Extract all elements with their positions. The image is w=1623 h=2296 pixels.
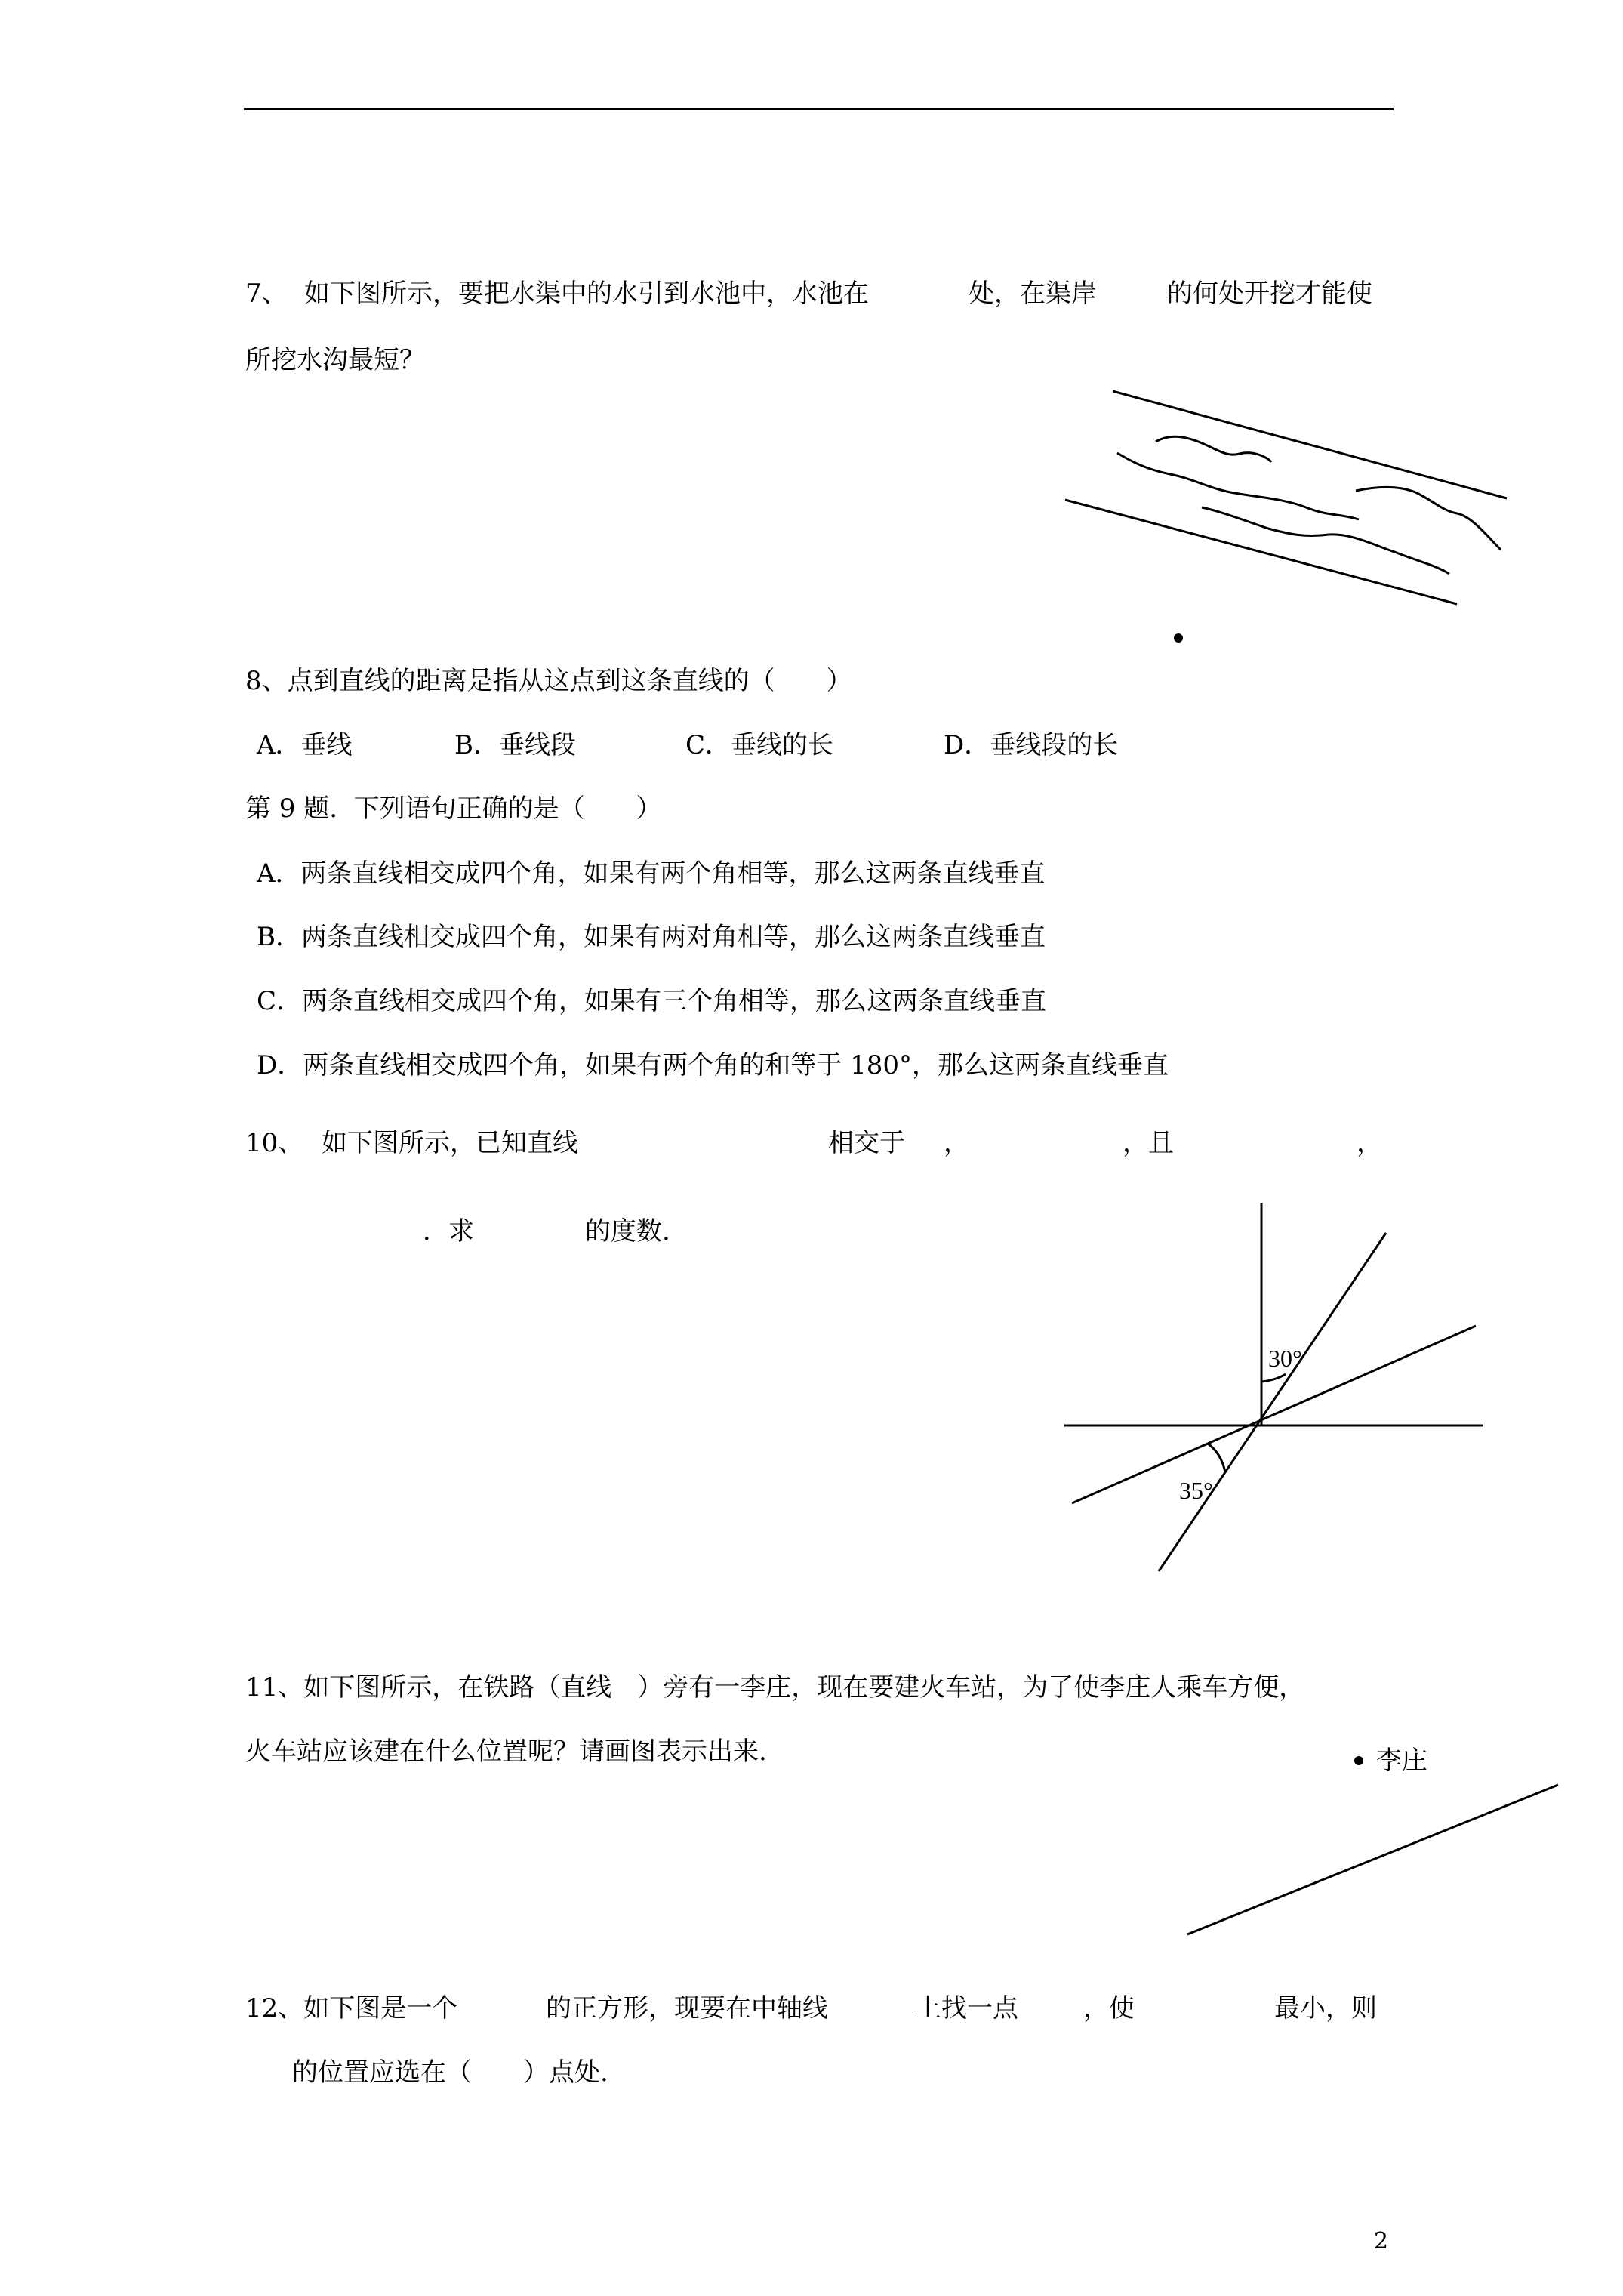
q8-stem: 8、点到直线的距离是指从这点到这条直线的（ ） [245, 666, 852, 696]
q9-stem: 第 9 题. 下列语句正确的是（ ） [245, 794, 662, 824]
q7-text-b: 处，在渠岸 [969, 279, 1097, 309]
q10-text-d: ，且 [1123, 1128, 1174, 1158]
q12-line2: 的位置应选在（ ）点处. [292, 2057, 608, 2088]
page-number: 2 [1374, 2228, 1389, 2254]
village-point [1354, 1756, 1363, 1765]
q8-option-c: C．垂线的长 [685, 730, 834, 760]
q10-number: 10、 [245, 1128, 304, 1158]
q12-text-e: 最小，则 [1274, 1993, 1377, 2023]
q8-option-b: B．垂线段 [454, 730, 576, 760]
q7-text-line2: 所挖水沟最短？ [245, 345, 425, 375]
q10-text-c: ， [944, 1128, 969, 1158]
q9-option-d: D．两条直线相交成四个角，如果有两个角的和等于 180°，那么这两条直线垂直 [257, 1050, 1169, 1080]
q7-text-c: 的何处开挖才能使 [1167, 279, 1372, 309]
angle-label-bottom: 35° [1179, 1477, 1213, 1504]
railway-line [1187, 1785, 1558, 1934]
q8-option-d: D．垂线段的长 [944, 730, 1119, 760]
q9-option-b: B．两条直线相交成四个角，如果有两对角相等，那么这两条直线垂直 [257, 922, 1046, 952]
q12-text-d: ，使 [1083, 1993, 1135, 2023]
q10-text-line2a: ．求 [423, 1216, 474, 1247]
q10-text-e: ， [1357, 1128, 1382, 1158]
q8-option-a: A．垂线 [257, 730, 353, 760]
q11-line2: 火车站应该建在什么位置呢？请画图表示出来. [245, 1737, 767, 1767]
q12-text-a: 12、如下图是一个 [245, 1993, 458, 2023]
q9-option-a: A．两条直线相交成四个角，如果有两个角相等，那么这两条直线垂直 [257, 858, 1046, 889]
q11-line1: 11、如下图所示，在铁路（直线 ）旁有一李庄，现在要建火车站，为了使李庄人乘车方便， [245, 1672, 1305, 1703]
q9-option-c: C．两条直线相交成四个角，如果有三个角相等，那么这两条直线垂直 [257, 986, 1047, 1016]
q7-number: 7、 [245, 279, 288, 309]
q12-text-b: 的正方形，现要在中轴线 [546, 1993, 828, 2023]
village-label: 李庄 [1376, 1746, 1427, 1776]
q10-text-line2b: 的度数. [585, 1216, 670, 1247]
q10-text-a: 如下图所示，已知直线 [322, 1128, 578, 1158]
q12-text-c: 上找一点 [916, 1993, 1018, 2023]
q10-text-b: 相交于 [828, 1128, 905, 1158]
angle-label-top: 30° [1268, 1345, 1302, 1372]
q7-text-a: 如下图所示，要把水渠中的水引到水池中，水池在 [304, 279, 869, 309]
